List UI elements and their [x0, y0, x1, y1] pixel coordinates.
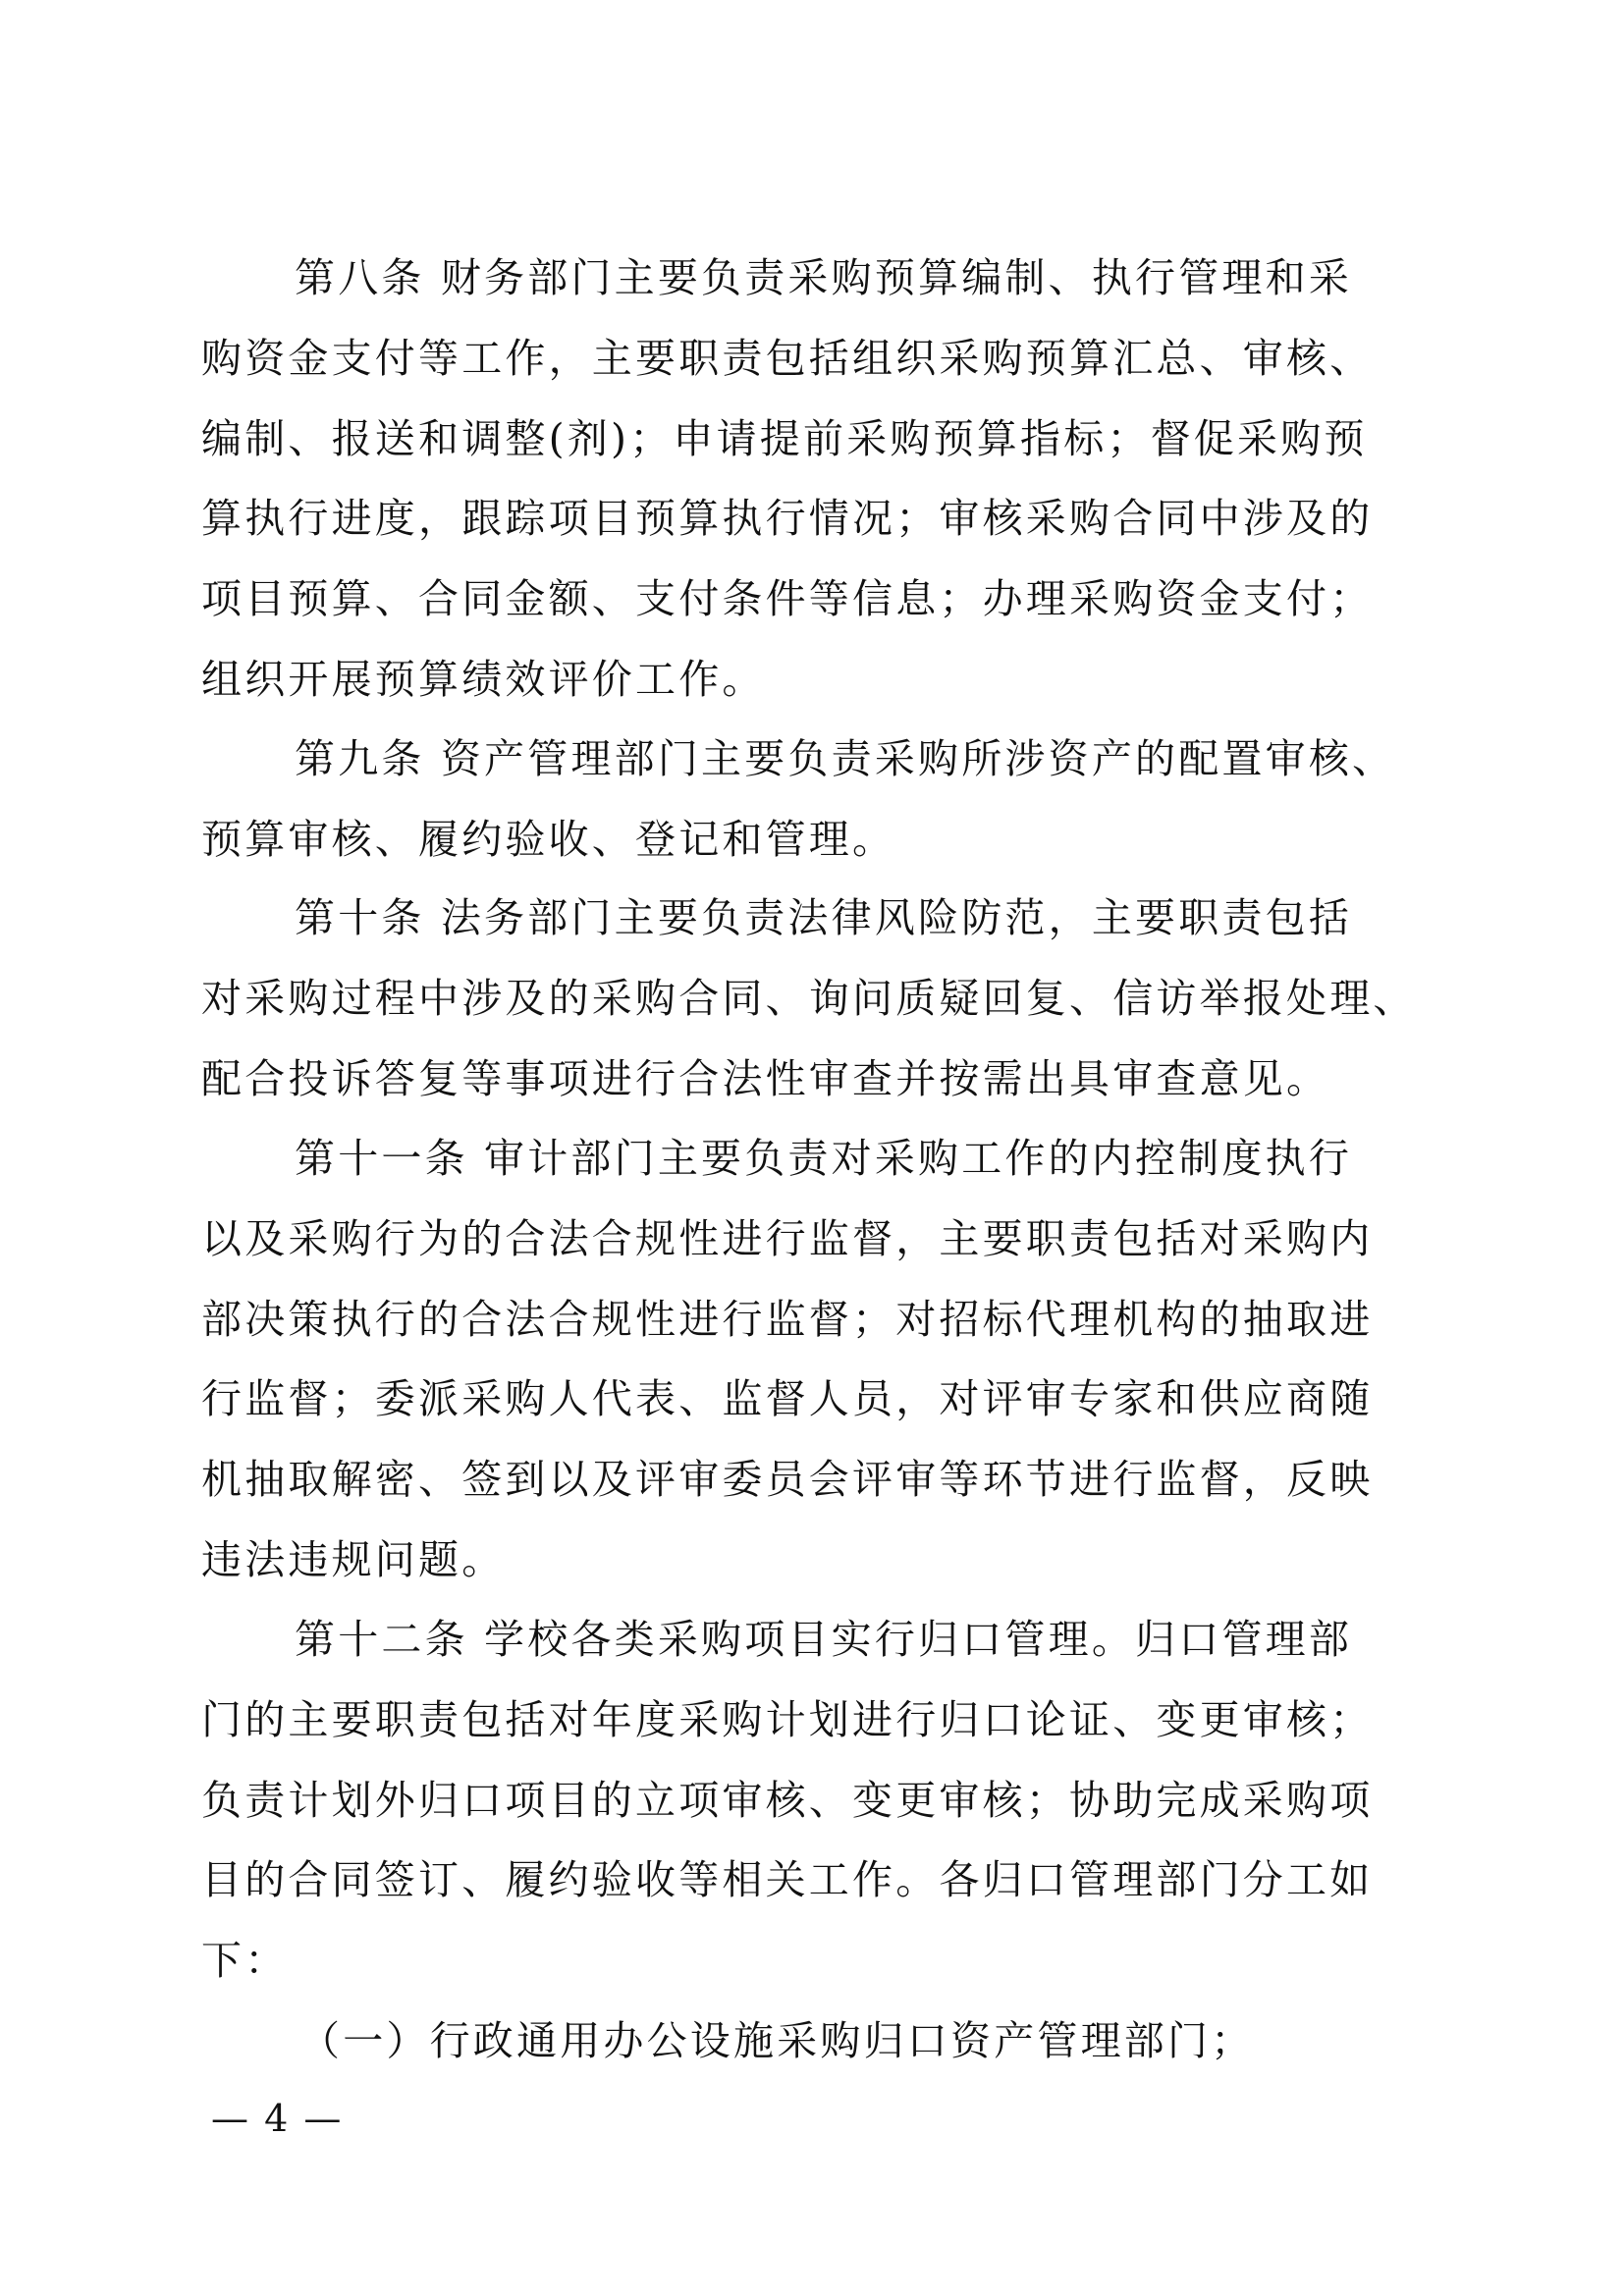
text-line: 部决策执行的合法合规性进行监督；对招标代理机构的抽取进 [201, 1296, 1374, 1343]
text-line: 对采购过程中涉及的采购合同、询问质疑回复、信访举报处理、 [201, 975, 1417, 1022]
text-line: 购资金支付等工作，主要职责包括组织采购预算汇总、审核、 [201, 335, 1374, 382]
text-line: 下： [201, 1937, 289, 1984]
text-line: 项目预算、合同金额、支付条件等信息；办理采购资金支付； [201, 575, 1374, 622]
text-line: 门的主要职责包括对年度采购计划进行归口论证、变更审核； [201, 1696, 1374, 1743]
text-line: 第十条 法务部门主要负责法律风险防范，主要职责包括 [295, 894, 1353, 941]
text-line: 第八条 财务部门主要负责采购预算编制、执行管理和采 [295, 254, 1353, 301]
text-line: （一）行政通用办公设施采购归口资产管理部门； [299, 2017, 1255, 2064]
text-line: 算执行进度，跟踪项目预算执行情况；审核采购合同中涉及的 [201, 495, 1374, 542]
text-line: 行监督；委派采购人代表、监督人员，对评审专家和供应商随 [201, 1375, 1374, 1422]
text-line: 第十一条 审计部门主要负责对采购工作的内控制度执行 [295, 1135, 1353, 1182]
text-line: 预算审核、履约验收、登记和管理。 [201, 816, 896, 863]
text-line: 编制、报送和调整(剂)；申请提前采购预算指标；督促采购预 [201, 415, 1368, 462]
text-line: 第十二条 学校各类采购项目实行归口管理。归口管理部 [295, 1616, 1353, 1663]
text-line: 以及采购行为的合法合规性进行监督，主要职责包括对采购内 [201, 1215, 1374, 1262]
page-number: — 4 — [211, 2097, 344, 2140]
text-line: 第九条 资产管理部门主要负责采购所涉资产的配置审核、 [295, 735, 1396, 782]
text-line: 机抽取解密、签到以及评审委员会评审等环节进行监督，反映 [201, 1456, 1374, 1503]
text-line: 违法违规问题。 [201, 1536, 506, 1583]
text-line: 目的合同签订、履约验收等相关工作。各归口管理部门分工如 [201, 1856, 1374, 1903]
text-line: 负责计划外归口项目的立项审核、变更审核；协助完成采购项 [201, 1777, 1374, 1824]
text-line: 配合投诉答复等事项进行合法性审查并按需出具审查意见。 [201, 1055, 1330, 1102]
text-line: 组织开展预算绩效评价工作。 [201, 656, 766, 703]
